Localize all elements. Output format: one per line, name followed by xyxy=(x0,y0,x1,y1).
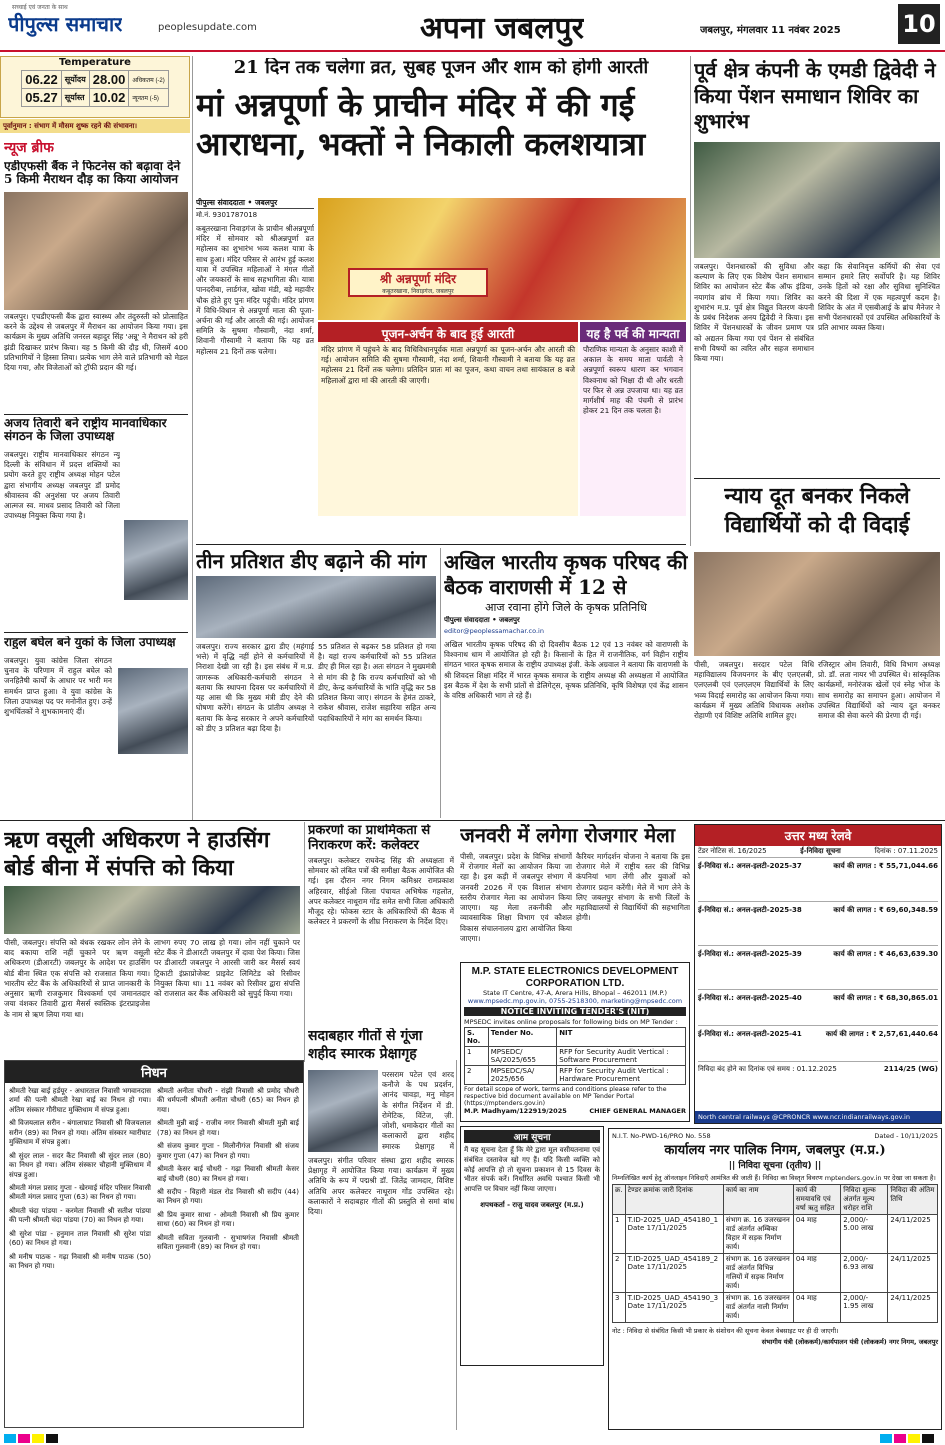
krishak-headline: अखिल भारतीय कृषक परिषद की बैठक वाराणसी में 12 से xyxy=(444,550,688,599)
list-item: श्रीमती अनीता चौधरी - रांझी निवासी श्री प्रमोद चौधरी की धर्मपत्नी श्रीमती अनीता चौधरी (65) का निधन हो गया। xyxy=(157,1087,299,1114)
singer-photo xyxy=(308,1070,378,1152)
col-work: कार्य का नाम xyxy=(723,1185,793,1215)
mpsedc-intro: MPSEDC invites online proposals for following bids on MP Tender : xyxy=(464,1018,678,1026)
nidhan-columns xyxy=(5,1083,303,1279)
railway-cost: कार्य की लागत : ₹ 68,30,865.01 xyxy=(833,994,938,1002)
column-rule xyxy=(440,548,441,818)
table-header xyxy=(465,1028,686,1047)
nyay-text-2: रजिस्ट्रार ओम तिवारी, विधि विभाग अध्यक्ष प्रो. डॉ. लता नायर भी उपस्थित थे। सांस्कृतिक कार्यक्रमों, मनोरंजक खेलों एवं स्नेह भोज के साथ समारोह का समापन हुआ। आयोजन में उपस्थित विद्यार्थियों को न्याय दूत बनकर समाज की सेवा करने की प्रेरणा दी गई। xyxy=(818,660,940,721)
page-number: 10 xyxy=(898,4,940,44)
railway-row xyxy=(698,901,938,945)
column-rule xyxy=(690,56,691,546)
railway-ref: ई-निविदा सं.: अनल-इलटी-2025-38 xyxy=(698,906,802,914)
railway-title: उत्तर मध्य रेलवे xyxy=(695,825,941,846)
column-rule xyxy=(304,822,305,1062)
lead-headline: मां अन्नपूर्णा के प्राचीन मंदिर में की गई आराधना, भक्तों ने निकाली कलशयात्रा xyxy=(196,86,646,164)
temperature-box xyxy=(0,56,190,118)
cell: 04 माह xyxy=(793,1293,840,1323)
paper-name: पीपुल्स समाचार xyxy=(8,12,123,36)
col-nit: NIT xyxy=(557,1028,686,1047)
color-registration-bar xyxy=(4,1434,58,1443)
railway-social[interactable]: North central railways @CPRONCR www.ncr.indianrailways.gov.in xyxy=(695,1111,941,1123)
railway-cost: कार्य की लागत : ₹ 2,57,61,440.64 xyxy=(825,1030,938,1038)
nigam-nit-no: N.I.T. No-PWD-16/PRO No. 558 xyxy=(612,1132,711,1140)
divider xyxy=(4,414,188,415)
divider xyxy=(694,478,940,479)
railway-row xyxy=(698,857,938,901)
krishak-byline: पीपुल्स संवाददाता • जबलपुर xyxy=(444,616,520,624)
shaheed-text: जबलपुर। संगीत परिवार संस्था द्वारा शहीद स्मारक प्रेक्षागृह में आयोजित किया गया। कार्यक्रम में मुख्य अतिथि के रूप में पद्मश्री डॉ. जितेंद्र जामदार, विशिष्ट अतिथि अपर कलेक्टर नाथूराम गोंड उपस्थित रहे। कलाकारों ने सदाबहार गीतों की प्रस्तुति से समां बांध दिया। xyxy=(308,1156,454,1217)
cell: 1 xyxy=(465,1047,489,1066)
col-last-date: निविदा की अंतिम तिथि xyxy=(888,1185,938,1215)
railway-code: 2114/25 (WG) xyxy=(883,1065,938,1073)
sunset-time: 05.27 xyxy=(22,89,62,107)
forecast-strip: पूर्वानुमान : संभाग में मौसम शुष्क रहने की संभावना। xyxy=(0,119,190,133)
cell: T.ID-2025_UAD_454189_2 Date 17/11/2025 xyxy=(625,1254,723,1293)
mpsedc-address: State IT Centre, 47-A, Arera Hills, Bhopal – 462011 (M.P.) xyxy=(482,989,668,997)
nigam-intro: निम्नलिखित कार्य हेतु ऑनलाइन निविदाएँ आमंत्रित की जाती हैं। निविदा का विस्तृत विवरण mptenders.gov.in पर देखा जा सकता है। xyxy=(612,1174,936,1182)
cell: T.ID-2025_UAD_454180_1 Date 17/11/2025 xyxy=(625,1215,723,1254)
mpsedc-signatory: CHIEF GENERAL MANAGER xyxy=(589,1107,686,1115)
table-row xyxy=(613,1254,938,1293)
railway-ref: ई-निविदा सं.: अनल-इलटी-2025-39 xyxy=(698,950,802,958)
cell: संभाग क्र. 16 उजरखनन वार्ड अंतर्गत नाली निर्माण कार्य। xyxy=(723,1293,793,1323)
cyan-swatch xyxy=(4,1434,16,1443)
list-item: श्री विजयलाल सरीन - बंगालाघाट निवासी श्री विजयलाल सरीन (89) का निधन हो गया। अंतिम संस्कार ग्वारीघाट मुक्तिधाम में संपन्न हुआ। xyxy=(9,1119,151,1147)
nagar-nigam-tender xyxy=(608,1128,942,1430)
mpsedc-footer: For detail scope of work, terms and conditions please refer to the respective bid document available on MP Tender Portal (https://mptenders.gov.in) xyxy=(464,1086,667,1107)
website-label[interactable]: peoplesupdate.com xyxy=(158,22,257,33)
box2-title: यह है पर्व की मान्यता xyxy=(580,322,686,345)
pension-headline: पूर्व क्षेत्र कंपनी के एमडी द्विवेदी ने किया पेंशन समाधान शिविर का शुभारंभ xyxy=(694,58,936,134)
list-item: श्री सुरेश पांडा - हनुमान ताल निवासी श्री सुरेश पांडा (60) का निधन हो गया। xyxy=(9,1229,151,1248)
temple-banner-sub: कबूतरखाना, निवाड़गंज, जबलपुर xyxy=(382,288,454,295)
table-row xyxy=(465,1047,686,1066)
railway-ref: ई-निविदा सं.: अनल-इलटी-2025-40 xyxy=(698,994,802,1002)
collector-headline: प्रकरणों का प्राथमिकता से निराकरण करें: कलेक्टर xyxy=(308,824,431,853)
nidhan-title: निधन xyxy=(5,1061,303,1083)
rahul-baghel-photo xyxy=(118,668,188,754)
railway-row xyxy=(698,1025,938,1061)
section-title: अपना जबलपुर xyxy=(420,11,584,46)
mpsedc-code: M.P. Madhyam/122919/2025 xyxy=(464,1107,567,1115)
news-brief-label: न्यूज ब्रीफ xyxy=(4,140,54,156)
yellow-swatch xyxy=(32,1434,44,1443)
temperature-title: Temperature xyxy=(59,57,131,68)
list-item: श्री सदीप - विहारी मंडल रोड निवासी श्री सदीप (44) का निधन हो गया। xyxy=(157,1187,299,1206)
da-headline: तीन प्रतिशत डीए बढ़ाने की मांग xyxy=(196,550,427,573)
black-swatch xyxy=(922,1434,934,1443)
nigam-signatory: संभागीय यंत्री (लोककर्म)/कार्यपालन यंत्री (लोककर्म) नगर निगम, जबलपुर xyxy=(761,1338,938,1346)
temple-banner-title: श्री अन्नपूर्णा मंदिर xyxy=(379,272,457,286)
cell: 24/11/2025 xyxy=(888,1254,938,1293)
cell: संभाग क्र. 16 उजरखनन वार्ड अंतर्गत विभिन्न गलियों में सड़क निर्माण कार्य। xyxy=(723,1254,793,1293)
col-sno: क्र. xyxy=(613,1185,626,1215)
railway-cost: कार्य की लागत : ₹ 46,63,639.30 xyxy=(833,950,938,958)
box1-text: मंदिर प्रांगण में पहुंचने के बाद विधिविधानपूर्वक माता अन्नपूर्णा का पूजन-अर्चन और आरती की गई। आयोजन समिति की सुषमा गौस्वामी, नंदा शर्मा, शिवानी गौस्वामी ने बताया कि यह व्रत महोत्सव 21 दिनों तक चलेगा। प्रतिदिन प्रातः मां का पूजन, कथा वाचन तथा सायंकाल 8 बजे महिलाओं द्वारा मां की आरती की जाएगी। xyxy=(318,342,578,516)
railway-tender-meta xyxy=(695,846,941,857)
aam-suchna-sign: शपथकर्ता - राजु यादव जबलपुर (म.प्र.) xyxy=(480,1200,584,1209)
rin-headline: ऋण वसूली अधिकरण ने हाउसिंग बोर्ड बीना में संपत्ति को किया xyxy=(4,827,270,882)
nigam-meta xyxy=(612,1132,938,1140)
collector-text: जबलपुर। कलेक्टर राघवेन्द्र सिंह की अध्यक्षता में सोमवार को लंबित पत्रों की समीक्षा बैठक आयोजित की गई। इस दौरान नगर निगम कमिश्नर रामप्रकाश अहिरवार, सीईओ जिला पंचायत अभिषेक गहलोत, अपर कलेक्टर नाथूराम गोंड समेत सभी जिला अधिकारी मौजूद रहे। फोकस स्टार के अधिकारियों की बैठक में कलेक्टर ने प्रकरणों के शीघ्र निराकरण के निर्देश दिए। xyxy=(308,856,454,927)
column-rule xyxy=(192,56,193,820)
railway-ref: ई-निविदा सं.: अनल-इलटी-2025-41 xyxy=(698,1030,802,1038)
railway-tender-ad xyxy=(694,824,942,1124)
railway-ref: ई-निविदा सं.: अनल-इलटी-2025-37 xyxy=(698,862,802,870)
pension-text: जबलपुर। पेंशनधारकों की सुविधा और कल्याण के लिए एक विशेष पेंशन समाधान शिविर का आयोजन स्टेट बैंक ऑफ इंडिया, नयागांव ब्रांच में किया गया। शिविर का शुभारंभ म.प्र. पूर्व क्षेत्र विद्युत वितरण कंपनी के प्रबंध निदेशक अनय द्विवेदी ने किया। इस शिविर में पेंशनधारकों के जीवन प्रमाण पत्र को अद्यतन किया गया एवं पेंशन से संबंधित सभी विषयों का त्वरित और सहज समाधान किया गया। xyxy=(694,262,814,363)
rin-text: पीसी, जबलपुर। संपत्ति को बंधक रखकर लोन लेने के बाद बकाया राशि नहीं चुकाने पर ऋण वसूली अधिकरण (डीआरटी) जबलपुर के आदेश पर हाउसिंग बोर्ड बीना स्थित एक संपत्ति को राजसात किया गया। भारतीय स्टेट बैंक के अधिकारियों से प्राप्त जानकारी के अनुसार ऋणी राजकुमार विश्वकर्मा एवं जमानतदार जया वंशकर तिवारी द्वारा मैसर्स स्वस्तिक इंटरप्राइजेस के नाम से ऋण लिया गया था। xyxy=(4,938,150,1019)
brief-headline-1: एडीएफसी बैंक ने फिटनेस को बढ़ावा देने 5 किमी मैराथन दौड़ का किया आयोजन xyxy=(4,160,181,187)
mpsedc-notice: NOTICE INVITING TENDER'S (NIT) xyxy=(464,1007,686,1016)
cell: 3 xyxy=(613,1293,626,1323)
aam-suchna-text: मैं यह सूचना देता हूँ कि मेरे द्वारा मूल वसीयतनामा एवं संबंधित दस्तावेज खो गए हैं। यदि किसी व्यक्ति को कोई आपत्ति हो तो सूचना प्रकाशन से 15 दिवस के भीतर संपर्क करें। निर्धारित अवधि पश्चात किसी भी आपत्ति पर विचार नहीं किया जाएगा। xyxy=(464,1146,600,1194)
sunset-label: सूर्यास्त xyxy=(61,89,89,107)
cell: 2,000/- 6.93 लाख xyxy=(841,1254,888,1293)
nigam-subtitle: || निविदा सूचना (तृतीय) || xyxy=(728,1161,822,1171)
da-protest-photo xyxy=(196,576,436,638)
divider xyxy=(0,820,945,821)
magenta-swatch xyxy=(18,1434,30,1443)
lead-kicker: 21 दिन तक चलेगा व्रत, सुबह पूजन और शाम को होगी आरती xyxy=(233,58,649,78)
magenta-swatch xyxy=(894,1434,906,1443)
table-row xyxy=(613,1215,938,1254)
brief-headline-2: अजय तिवारी बने राष्ट्रीय मानवाधिकार संगठन के जिला उपाध्यक्ष xyxy=(4,417,167,444)
nigam-date: Dated - 10/11/2025 xyxy=(874,1132,938,1140)
krishak-email[interactable]: editor@peoplessamachar.co.in xyxy=(444,627,544,635)
mpsedc-contact[interactable]: www.mpsedc.mp.gov.in, 0755-2518300, marketing@mpsedc.com xyxy=(467,997,683,1005)
cell: 04 माह xyxy=(793,1254,840,1293)
cell: MPSEDC/ SA/2025/655 xyxy=(488,1047,556,1066)
list-item: श्रीमती केसर बाई चौधरी - गढ़ा निवासी श्रीमती केसर बाई चौधरी (80) का निधन हो गया। xyxy=(157,1165,299,1183)
col-fee: निविदा शुल्क अंतर्गत मूल्य धरोहर राशि xyxy=(841,1185,888,1215)
brief-text-2: जबलपुर। राष्ट्रीय मानवाधिकार संगठन न्यू दिल्ली के संविधान में प्रदत्त शक्तियों का प्रयोग करते हुए राष्ट्रीय अध्यक्ष मोहन पटेल द्वारा संभागीय अध्यक्ष जबलपुर डॉ प्रमोद श्रीवास्तव की अनुशंसा पर अजय तिवारी आत्मज स्व. माधव प्रसाद तिवारी को जिला उपाध्यक्ष नियुक्त किया गया है। xyxy=(4,450,120,521)
max-temp: 28.00 xyxy=(89,71,129,89)
temp-row xyxy=(22,89,169,107)
nidhan-col-2 xyxy=(157,1087,299,1275)
min-label: न्यूनतम (-5) xyxy=(129,89,168,107)
cell: MPSEDC/SA/ 2025/656 xyxy=(488,1066,556,1085)
paper-tagline: सच्चाई एवं जनता के साथ xyxy=(12,4,68,11)
nyay-text: पीसी, जबलपुर। सरदार पटेल विधि महाविद्यालय विजयनगर के बीए एलएलबी, एलएलबी एवं एलएलएम विद्यार्थियों के लिए भव्य विदाई समारोह का आयोजन किया गया। कार्यक्रम में मुख्य अतिथि विधायक अशोक रोहाणी एवं विशिष्ट अतिथि शामिल हुए। xyxy=(694,660,814,721)
da-text-2: 55 प्रतिशत से बढ़कर 58 प्रतिशत हो गया है। यहां राज्य कर्मचारियों को 55 प्रतिशत डीए ही मिल रहा है। अतः संगठन ने मुख्यमंत्री से मांग की है कि राज्य कर्मचारियों को भी डीए, केन्द्र कर्मचारियों के भांति वृद्धि कर 58 प्रतिशत किया जाए। संगठन के हेमंत ठाकरे, राकेश श्रीवास, राजेश सहारिया सहित अन्य पदाधिकारियों ने मांग का समर्थन किया। xyxy=(318,642,436,723)
list-item: श्रीमती सविता गुलवानी - सुभाषगंज निवासी श्रीमती सविता गुलवानी (89) का निधन हो गया। xyxy=(157,1233,299,1252)
nigam-footer: नोट : निविदा से संबंधित किसी भी प्रकार के संशोधन की सूचना केवल वेबसाइट पर ही दी जाएगी। xyxy=(612,1327,839,1335)
table-row xyxy=(613,1293,938,1323)
cell: 1 xyxy=(613,1215,626,1254)
list-item: श्रीमती मंगल प्रसाद गुप्ता - खेरमाई मंदिर परिसर निवासी श्रीमती मंगल प्रसाद गुप्ता (63) का निधन हो गया। xyxy=(9,1183,151,1202)
cell: 2,000/- 1.95 लाख xyxy=(841,1293,888,1323)
nyay-headline: न्याय दूत बनकर निकले विद्यार्थियों को दी विदाई xyxy=(724,483,910,538)
cell: संभाग क्र. 16 उजरखनन वार्ड अंतर्गत अम्बिका विहार में सड़क निर्माण कार्य। xyxy=(723,1215,793,1254)
cell: 04 माह xyxy=(793,1215,840,1254)
list-item: श्री प्रिय कुमार साधा - ओमती निवासी श्री प्रिय कुमार साधा (60) का निधन हो गया। xyxy=(157,1210,299,1229)
divider xyxy=(4,632,188,633)
cyan-swatch xyxy=(880,1434,892,1443)
brief-text-3: जबलपुर। युवा कांग्रेस जिला संगठन चुनाव के परिणाम में राहुल बघेल को जनहितैषी कार्यों के आधार पर भारी मन समर्थन प्राप्त हुआ। वे युवा कांग्रेस के जिला उपाध्यक्ष पद पर मनोनीत हुए। उन्हें शुभचिंतकों ने शुभकामनाएं दीं। xyxy=(4,656,112,717)
nigam-table xyxy=(612,1184,938,1323)
cell: 24/11/2025 xyxy=(888,1293,938,1323)
list-item: श्रीमती रेखा बाई हर्डयूर - अधारताल निवासी भगवानदास शर्मा की पत्नी श्रीमती रेखा बाई का निधन हो गया। अंतिम संस्कार गौरीघाट मुक्तिधाम में संपन्न हुआ। xyxy=(9,1087,151,1114)
nigam-title: कार्यालय नगर पालिक निगम, जबलपुर (म.प्र.) xyxy=(664,1143,886,1158)
temp-row xyxy=(22,71,169,89)
shaheed-headline: सदाबहार गीतों से गूंजा शहीद स्मारक प्रेक्षागृह xyxy=(308,1028,423,1062)
krishak-text: अखिल भारतीय कृषक परिषद की दो दिवसीय बैठक 12 एवं 13 नवंबर को वाराणसी के विश्वनाथ धाम में आयोजित हो रही है। किसानों के हित में राजनीतिक, वर्ग विहीन राष्ट्रीय संगठन भारत कृषक समाज के राष्ट्रीय उपाध्यक्ष इंजी. केके अग्रवाल ने बताया कि वाराणसी के श्री शिवदत्त शिक्षा मंदिर में भारत कृषक समाज के राष्ट्रीय अध्यक्ष की अध्यक्षता में आयोजित इस बैठक में देश के सभी प्रांतों से डेलिगेट्स, कृषक प्रतिनिधि, कृषि विशेषज्ञ एवं केंद्र शासन के वरिष्ठ अधिकारी भाग ले रहे हैं। xyxy=(444,640,688,701)
column-rule xyxy=(456,1060,457,1430)
nidhan-col-1 xyxy=(9,1087,151,1275)
col-tender: टेण्डर क्रमांक जारी दिनांक xyxy=(625,1185,723,1215)
mpsedc-title: M.P. STATE ELECTRONICS DEVELOPMENT CORPORATION LTD. xyxy=(471,966,679,989)
lead-text: कबूतरखाना निवाड़गंज के प्राचीन श्रीअन्नपूर्णा मंदिर में सोमवार को श्रीअन्नपूर्णा व्रत महोत्सव का शुभारंभ भव्य कलश यात्रा के साथ हुआ। मंदिर परिसर से आरंभ हुई कलश यात्रा में उपस्थित महिलाओं ने मंगल गीतों और जयकारों के साथ सहभागिता की। यात्रा पानदरीबा, लार्डगंज, खोवा मंडी, बड़े महावीर चौक होते हुए पुनः मंदिर पहुंची। मंदिर प्रांगण में विधि-विधान से अन्नपूर्णा माता की पूजा-अर्चना की गई और आरती की गई। आयोजन समिति के सुषमा गौस्वामी, नंदा शर्मा, शिवानी गौस्वामी ने बताया कि यह व्रत महोत्सव 21 दिनों तक चलेगा। xyxy=(196,224,314,356)
railway-date: दिनांक : 07.11.2025 xyxy=(874,847,938,855)
temple-banner xyxy=(348,268,488,297)
masthead xyxy=(0,0,945,52)
rin-text-2: लाभग रुपए 70 लाख हो गया। लोन नहीं चुकाने पर स्टेट बैंक ने डीआरटी जबलपुर में दावा पेश किया। जिस पर डीआरटी जबलपुर ने आरसी जारी कर मैसर्स स्वयं ट्रिकाटी इंफ्राप्रोजेक्ट प्राइवेट लिमिटेड को रिसीवर नियुक्त किया था। 11 नवंबर को रिसीवर द्वारा संपत्ति को राजसात कर बैंक अधिकारी को सुपुर्द किया गया। xyxy=(154,938,300,999)
issue-date: जबलपुर, मंगलवार 11 नवंबर 2025 xyxy=(700,25,841,36)
color-registration-bar xyxy=(880,1434,934,1443)
pension-text-2: कहा कि सेवानिवृत्त कर्मियों की सेवा एवं सम्मान हमारे लिए सर्वोपरि है। यह शिविर उनके हितों को रक्षा और सुविधा सुनिश्चित करने की दिशा में एक महत्वपूर्ण कदम है। शिविर के अंत में एसबीआई के ब्रांच मैनेजर ने सभी पेंशनधारकों एवं उपस्थित अधिकारियों के प्रति आभार व्यक्त किया। xyxy=(818,262,940,333)
kalash-yatra-photo xyxy=(318,198,686,320)
mpsedc-tender-ad xyxy=(460,962,690,1122)
krishak-subhead: आज रवाना होंगे जिले के कृषक प्रतिनिधि xyxy=(485,601,647,614)
lead-byline: पीपुल्स संवाददाता • जबलपुर xyxy=(196,198,314,209)
list-item: श्री सुंदर लाल - सदर कैंट निवासी श्री सुंदर लाल (80) का निधन हो गया। अंतिम संस्कार चौहानी मुक्तिधाम में संपन्न हुआ। xyxy=(9,1151,151,1179)
nidhan-box xyxy=(4,1060,304,1428)
cell: RFP for Security Audit Vertical : Software Procurement xyxy=(557,1047,686,1066)
mpsedc-signoff xyxy=(464,1107,686,1115)
aam-suchna-box xyxy=(460,1126,604,1366)
min-temp: 10.02 xyxy=(89,89,129,107)
sunrise-label: सूर्योदय xyxy=(61,71,89,89)
list-item: श्रीमती चंदा पांडया - करमेता निवासी श्री सतीश पांडया की पत्नी श्रीमती चंदा पांडया (70) का निधन हो गया। xyxy=(9,1206,151,1225)
shaheed-text-2: परसराम पटेल एवं शरद कनौजे के पथ प्रदर्शन, आनंद चावड़ा, मनु मोहन के संगीत निर्देशन में डी. रोमेटिक, विंटेज, ज़ी. जोशी, धमाकेदार गीतों का कलाकारों द्वारा शहीद स्मारक प्रेक्षागृह में xyxy=(382,1070,454,1151)
sunrise-time: 06.22 xyxy=(22,71,62,89)
list-item: श्री संजय कुमार गुप्ता - मिलौनीगंज निवासी श्री संजय कुमार गुप्ता (47) का निधन हो गया। xyxy=(157,1142,299,1160)
marathon-photo xyxy=(4,192,188,310)
railway-tender-no: टेंडर नोटिस सं. 16/2025 xyxy=(698,847,767,855)
cell: 24/11/2025 xyxy=(888,1215,938,1254)
railway-cost: कार्य की लागत : ₹ 69,60,348.59 xyxy=(833,906,938,914)
railway-rows xyxy=(695,857,941,1074)
table-header xyxy=(613,1185,938,1215)
lead-mobile: मो.नं. 9301787018 xyxy=(196,211,258,219)
brief-text-1: जबलपुर। एचडीएफसी बैंक द्वारा स्वास्थ्य और तंदुरुस्ती को प्रोत्साहित करने के उद्देश्य से जबलपुर में मैराथन का आयोजन किया गया। इस कार्यक्रम के मुख्य अतिथि जनरल बहादुर सिंह 'अन्नू' ने मैराथन को हरी झंडी दिखाकर प्रारंभ किया। यह 5 किमी की दौड़ थी, जिसमें 400 प्रतिभागियों ने हिस्सा लिया। प्रत्येक भाग लेने वाले प्रतिभागी को मेडल दिया गया, और विजेताओं को ट्रॉफी प्रदान की गई। xyxy=(4,312,188,373)
pension-camp-photo xyxy=(694,142,940,258)
divider xyxy=(196,544,686,545)
cell: RFP for Security Audit Vertical : Hardware Procurement xyxy=(557,1066,686,1085)
rojgar-text: पीसी, जबलपुर। प्रदेश के विभिन्न संभागों में रोजगार मेलों का आयोजन किया जा रहा है। इस कड़ी में जबलपुर संभाग में जनवरी 2026 में एक विशाल संभाग स्तरीय रोजगार मेला का आयोजन किया जाएगा। यह मेला तकनीकी और व्यावसायिक शिक्षा विभाग एवं कौशल विकास संचालनालय द्वारा आयोजित किया जाएगा। xyxy=(460,852,572,943)
da-text: जबलपुर। राज्य सरकार द्वारा डीए (महंगाई भत्ते) में वृद्धि नहीं होने से कर्मचारियों में निराशा देखी जा रही है। इस संबंध में म.प्र. जागरूक अधिकारी-कर्मचारी संगठन ने बताया कि स्थापना दिवस पर कर्मचारियों में यह आस थी कि मुख्य मंत्री डीए देने की घोषणा करेंगे। संगठन के प्रांतीय अध्यक्ष ने बताया कि केन्द्र सरकार ने अपने कर्मचारियों को डीए 3 प्रतिशत बढ़ा दिया है। xyxy=(196,642,314,733)
rojgar-text-2: कैरियर मार्गदर्शन योजना ने बताया कि इस रोजगार मेले में राष्ट्रीय स्तर की विभिन्न कंपनियां भाग लेंगी और युवाओं को रोजगार प्रदान करेंगी। मेले में भाग लेने के लिए जबलपुर संभाग के सभी जिलों के महाविद्यालयों से विद्यार्थियों की सहभागिता होगी। xyxy=(576,852,690,923)
col-sno: S. No. xyxy=(465,1028,489,1047)
list-item: श्री मनीष पाठक - गढ़ा निवासी श्री मनीष पाठक (50) का निधन हो गया। xyxy=(9,1252,151,1270)
cell: 2,000/- 5.00 लाख xyxy=(841,1215,888,1254)
box2-text: पौराणिक मान्यता के अनुसार काशी में अकाल के समय माता पार्वती ने अन्नपूर्णा स्वरूप धारण कर भगवान विश्वनाथ को भिक्षा दी थी और धरती पर फिर से अन्न उपजाया था। यह व्रत मार्गशीर्ष माह की पंचमी से प्रारंभ होकर 21 दिन तक चलता है। xyxy=(580,342,686,516)
farewell-photo xyxy=(694,552,940,656)
rin-photo xyxy=(4,886,300,934)
list-item: श्रीमती मुन्नी बाई - राजीव नगर निवासी श्रीमती मुन्नी बाई (78) का निधन हो गया। xyxy=(157,1119,299,1137)
railway-row xyxy=(698,989,938,1025)
table-row xyxy=(465,1066,686,1085)
railway-subtitle: ई-निविदा सूचना xyxy=(800,847,841,855)
max-label: अधिकतम (-2) xyxy=(129,71,168,89)
ajay-tiwari-photo xyxy=(124,520,188,600)
rojgar-headline: जनवरी में लगेगा रोजगार मेला xyxy=(460,824,676,847)
box1-title: पूजन-अर्चन के बाद हुई आरती xyxy=(318,322,578,345)
cell: 2 xyxy=(613,1254,626,1293)
cell: T.ID-2025_UAD_454190_3 Date 17/11/2025 xyxy=(625,1293,723,1323)
railway-cost: कार्य की लागत : ₹ 55,71,044.66 xyxy=(833,862,938,870)
black-swatch xyxy=(46,1434,58,1443)
railway-closing xyxy=(698,1061,938,1074)
railway-row xyxy=(698,945,938,989)
aam-suchna-title: आम सूचना xyxy=(464,1130,600,1143)
col-tender: Tender No. xyxy=(488,1028,556,1047)
yellow-swatch xyxy=(908,1434,920,1443)
cell: 2 xyxy=(465,1066,489,1085)
railway-closing-date: निविदा बंद होने का दिनांक एवं समय : 01.12.2025 xyxy=(698,1065,837,1073)
mpsedc-table xyxy=(464,1027,686,1085)
brief-headline-3: राहुल बघेल बने युकां के जिला उपाध्यक्ष xyxy=(4,636,176,649)
col-duration: कार्य की समयावधि एवं वर्षा ऋतु सहित xyxy=(793,1185,840,1215)
